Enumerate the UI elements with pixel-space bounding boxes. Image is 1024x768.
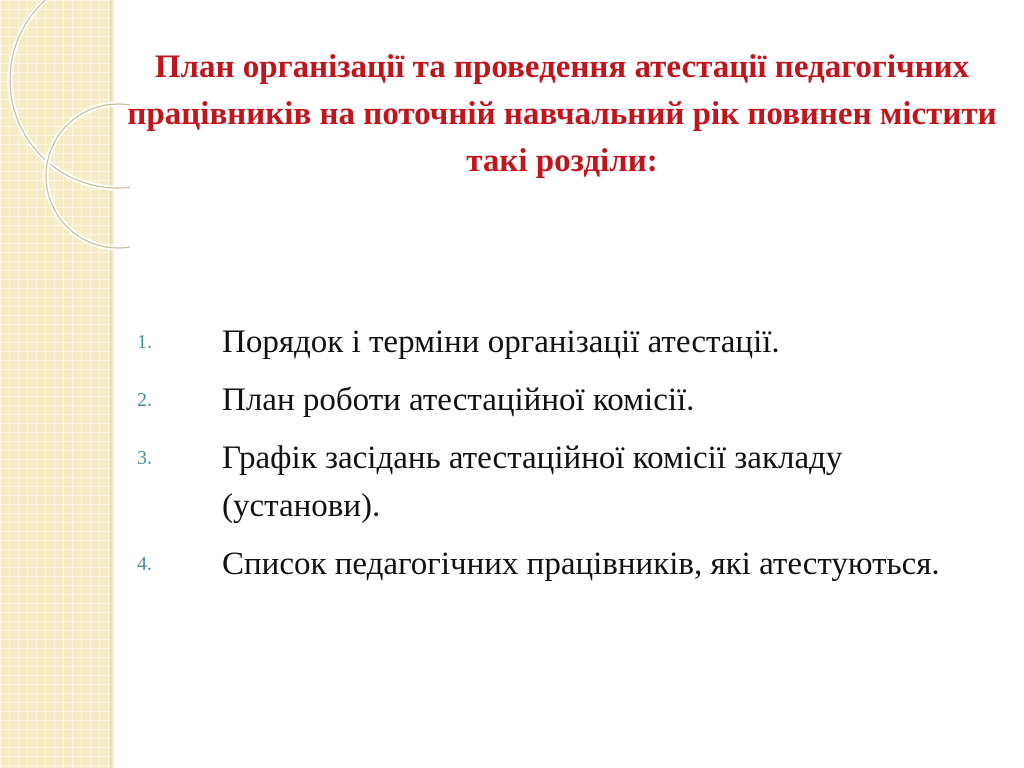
list-item-text: Порядок і терміни організації атестації. bbox=[222, 324, 780, 360]
sections-list bbox=[0, 318, 1024, 598]
slide-title-bold: План організації та проведення атестації педагогічних працівників bbox=[127, 49, 970, 132]
list-item bbox=[0, 434, 1024, 530]
list-item-text: Список педагогічних працівників, які атестуються. bbox=[222, 546, 940, 582]
list-item-text: Графік засідань атестаційної комісії закладу (установи). bbox=[222, 440, 843, 524]
list-item-number: 1. bbox=[137, 331, 152, 353]
list-item-number: 2. bbox=[137, 389, 152, 411]
list-item bbox=[0, 540, 1024, 588]
slide-title-regular: на поточній навчальний рік повинен містити такі розділи: bbox=[319, 96, 997, 179]
list-item-number: 4. bbox=[137, 553, 152, 575]
list-item-text: План роботи атестаційної комісії. bbox=[222, 382, 695, 418]
list-item bbox=[0, 318, 1024, 366]
slide-title bbox=[110, 44, 1014, 185]
list-item-number: 3. bbox=[137, 447, 152, 469]
list-item bbox=[0, 376, 1024, 424]
